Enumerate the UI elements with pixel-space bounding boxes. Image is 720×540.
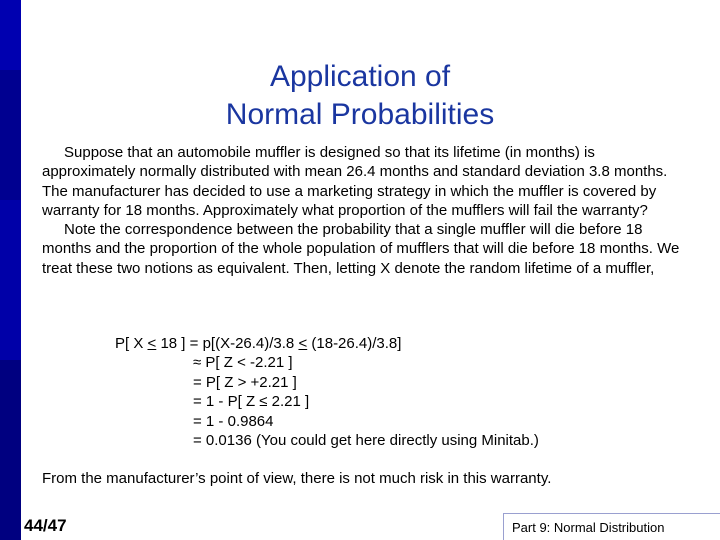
- left-bar-segment: [0, 0, 21, 70]
- math-line-5: = 1 - 0.9864: [193, 412, 274, 430]
- math-line-1-b: 18 ] = p[(X-26.4)/3.8: [156, 335, 299, 352]
- slide-title: [60, 58, 660, 134]
- paragraph-correspondence: Note the correspondence between the probability that a single muffler will die before 18 months and the proportion of the whole population of mufflers that will die before 18 months. We treat these two notions as equivalent. Then, letting X denote the random lifetime of a muffler,: [42, 221, 680, 277]
- left-bar-segment: [0, 360, 21, 540]
- le-symbol: <: [147, 335, 157, 352]
- le-symbol: <: [298, 335, 308, 352]
- left-bar-segment: [0, 70, 21, 200]
- math-line-1-a: P[ X: [115, 335, 148, 352]
- footer-label: Part 9: Normal Distribution: [512, 520, 665, 535]
- conclusion-text: From the manufacturer’s point of view, there is not much risk in this warranty.: [42, 470, 552, 487]
- slide-body: [42, 143, 682, 278]
- math-line-1-c: (18-26.4)/3.8]: [307, 335, 402, 352]
- math-line-4: = 1 - P[ Z ≤ 2.21 ]: [193, 393, 310, 411]
- math-line-2: ≈ P[ Z < -2.21 ]: [193, 354, 293, 372]
- probability-derivation: [115, 334, 539, 450]
- paragraph-problem: Suppose that an automobile muffler is designed so that its lifetime (in months) is approximately normally distributed with mean 26.4 months and standard deviation 3.8 months. The manufacturer has decided to use a marketing strategy in which the muffler is covered by warranty for 18 months. Approximately what proportion of the mufflers will fail the warranty?: [42, 144, 668, 219]
- math-line-3: = P[ Z > +2.21 ]: [193, 373, 297, 391]
- title-line-2: Normal Probabilities: [225, 98, 495, 131]
- footer-box: [503, 513, 720, 540]
- math-line-6: = 0.0136 (You could get here directly using Minitab.): [193, 432, 539, 450]
- title-line-1: Application of: [269, 60, 451, 93]
- left-bar-segment: [0, 200, 21, 360]
- math-line-1: [115, 334, 539, 353]
- left-decorative-bar: [0, 0, 21, 540]
- page-number: 44/47: [24, 516, 67, 535]
